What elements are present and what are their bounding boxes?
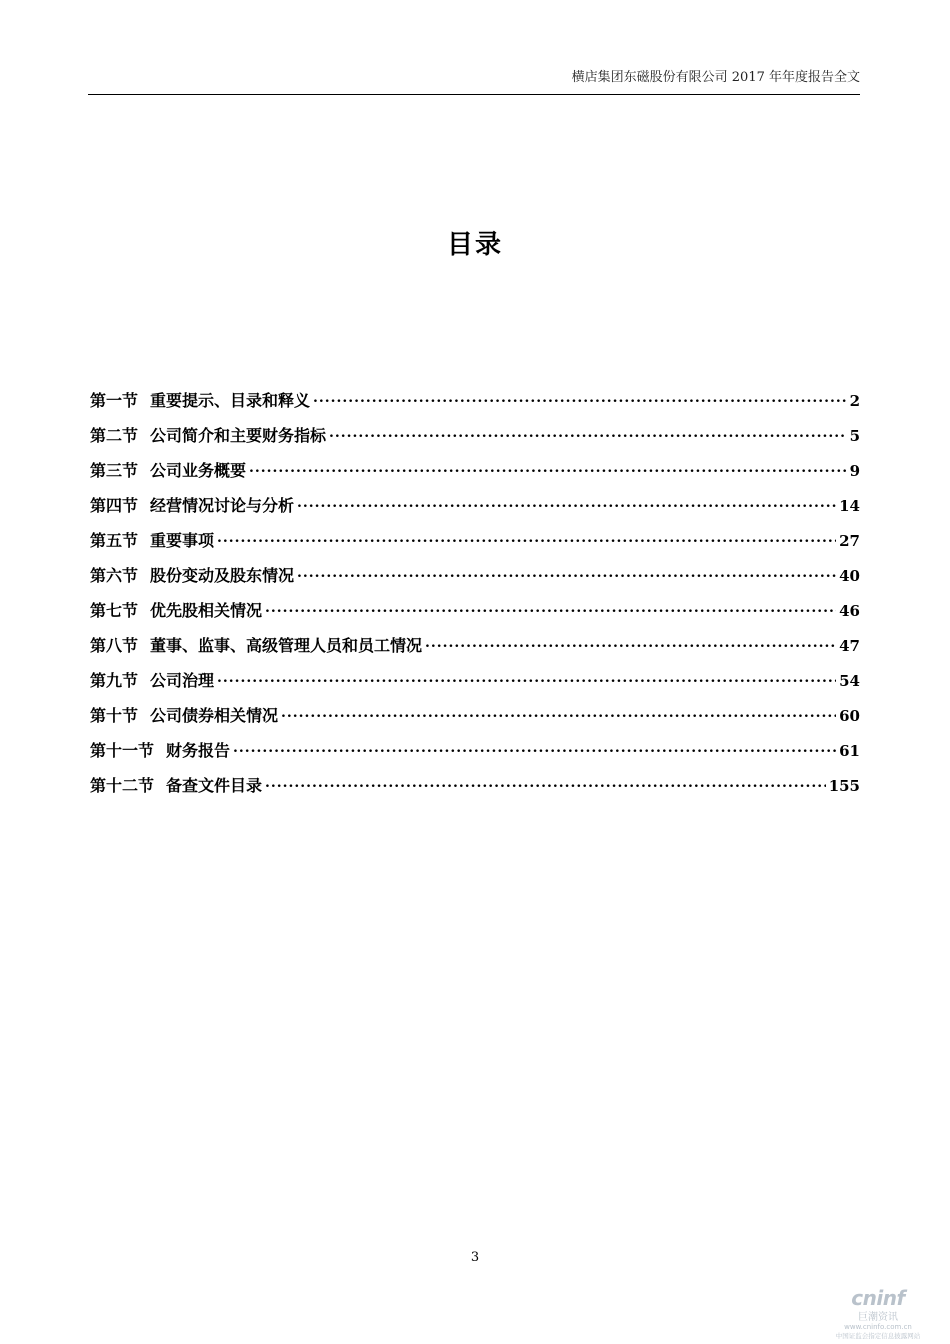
header-text: 横店集团东磁股份有限公司 2017 年年度报告全文 [571,70,860,85]
toc-page-number: 9 [849,462,860,480]
toc-leader-dots [297,495,836,511]
watermark-url: www.cninfo.com.cn [844,1323,912,1331]
toc-entry[interactable] [90,528,860,563]
toc-section-number: 第四节 [90,496,139,515]
toc-section-title: 股份变动及股东情况 [150,566,295,585]
toc-section-number: 第七节 [90,601,139,620]
toc-section-number: 第九节 [90,671,139,690]
toc-page-number: 40 [839,567,860,585]
toc-section-title: 重要提示、目录和释义 [150,391,311,410]
toc-entry[interactable] [90,598,860,633]
toc-page-number: 46 [839,602,860,620]
watermark-name: 巨潮资讯 [858,1312,898,1323]
toc-leader-dots [297,565,836,581]
toc-leader-dots [313,390,847,406]
cninfo-watermark [828,1286,928,1340]
toc-section-number: 第十节 [90,706,139,725]
toc-page-number: 27 [839,532,860,550]
toc-section-title: 经营情况讨论与分析 [150,496,295,515]
toc-section-number: 第一节 [90,391,139,410]
toc-leader-dots [281,705,836,721]
toc-section-number: 第十一节 [90,741,155,760]
toc-leader-dots [265,600,836,616]
toc-leader-dots [217,670,836,686]
toc-section-number: 第五节 [90,531,139,550]
toc-leader-dots [425,635,836,651]
toc-section-number: 第二节 [90,426,139,445]
toc-entry[interactable] [90,423,860,458]
toc-section-title: 董事、监事、高级管理人员和员工情况 [150,636,423,655]
toc-section-title: 优先股相关情况 [150,601,263,620]
toc-section-title: 公司债券相关情况 [150,706,279,725]
toc-page-number: 2 [849,392,860,410]
toc-leader-dots [233,740,836,756]
toc-section-number: 第三节 [90,461,139,480]
toc-page-number: 60 [839,707,860,725]
toc-page-number: 47 [839,637,860,655]
toc-section-title: 备查文件目录 [166,776,263,795]
page-header [88,64,860,95]
toc-section-title: 公司业务概要 [150,461,247,480]
cninfo-logo: cninf [851,1286,905,1310]
toc-leader-dots [329,425,847,441]
toc-entry[interactable] [90,563,860,598]
toc-page-number: 14 [839,497,860,515]
toc-section-number: 第十二节 [90,776,155,795]
toc-entry[interactable] [90,388,860,423]
toc-page-number: 61 [839,742,860,760]
toc-entry[interactable] [90,493,860,528]
toc-section-number: 第六节 [90,566,139,585]
toc-page-number: 5 [849,427,860,445]
toc-page-number: 155 [828,777,860,795]
toc-page-number: 54 [839,672,860,690]
toc-entry[interactable] [90,633,860,668]
toc-leader-dots [217,530,836,546]
toc-section-title: 重要事项 [150,531,215,550]
page-number: 3 [470,1250,480,1265]
toc-leader-dots [265,775,826,791]
toc-entry[interactable] [90,773,860,808]
watermark-subtitle: 中国证监会指定信息披露网站 [835,1332,921,1340]
toc-section-title: 公司治理 [150,671,215,690]
toc-section-title: 财务报告 [166,741,231,760]
toc-leader-dots [249,460,847,476]
toc-entry[interactable] [90,738,860,773]
page-title: 目录 [446,230,503,260]
toc-section-number: 第八节 [90,636,139,655]
toc-entry[interactable] [90,668,860,703]
toc-entry[interactable] [90,703,860,738]
toc-entry[interactable] [90,458,860,493]
toc-section-title: 公司简介和主要财务指标 [150,426,327,445]
table-of-contents [90,388,860,808]
